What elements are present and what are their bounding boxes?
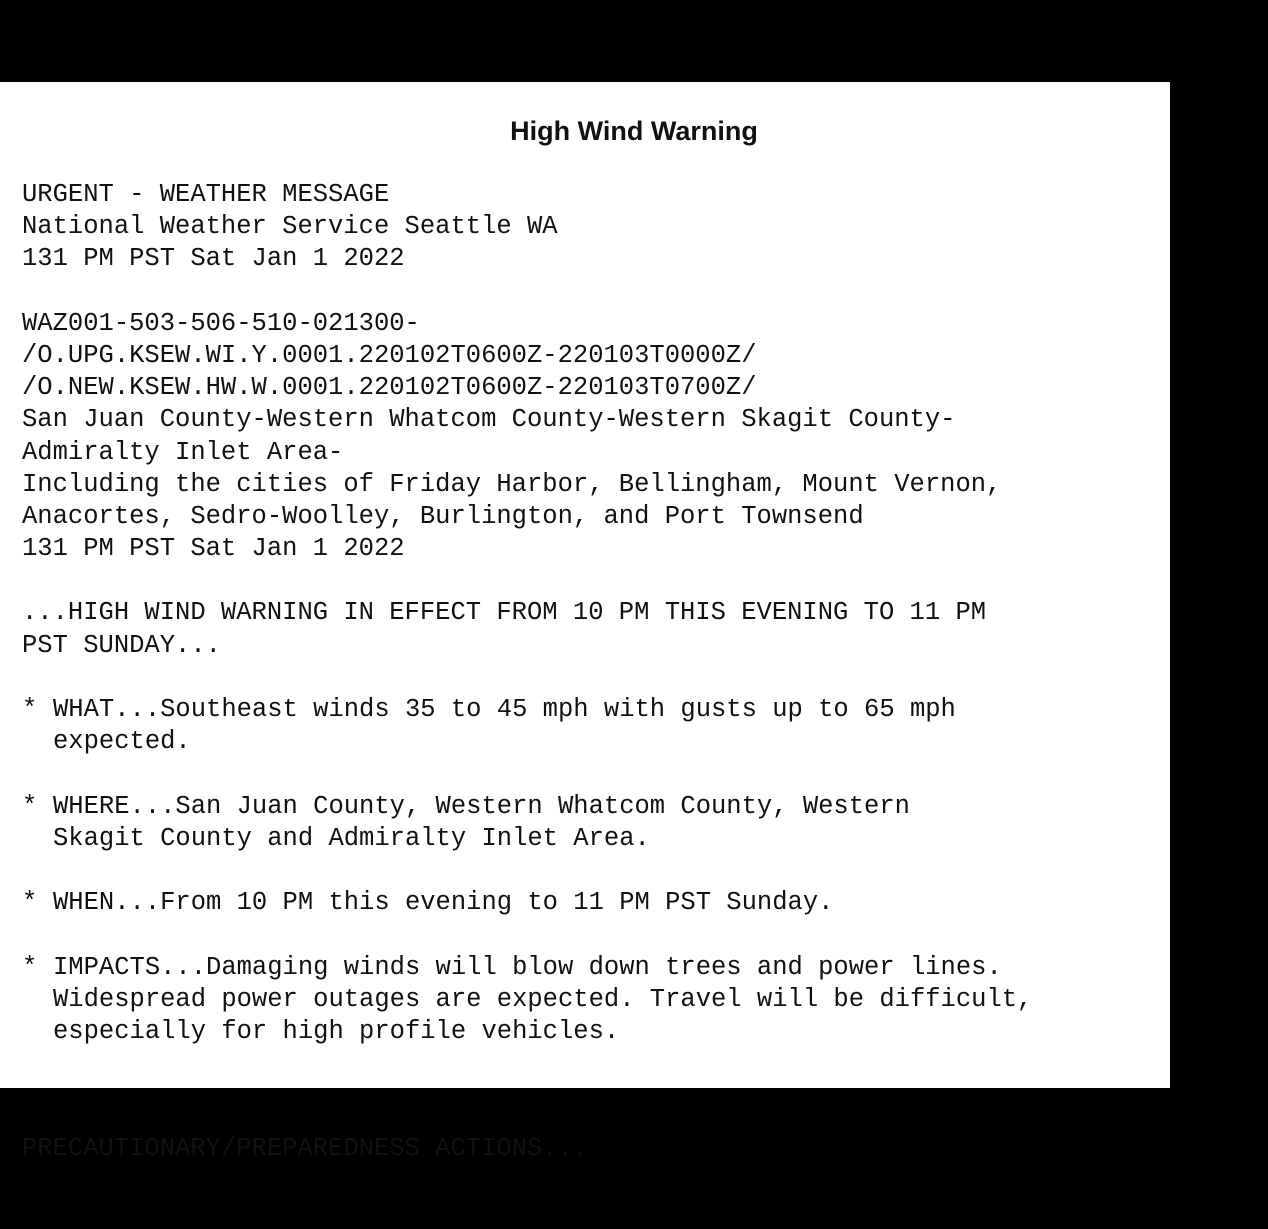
headline-line-2: PST SUNDAY... — [22, 630, 221, 660]
area-line-admiralty: Admiralty Inlet Area- — [22, 437, 344, 467]
bullet-when — [22, 887, 1162, 919]
header-line-issued: 131 PM PST Sat Jan 1 2022 — [22, 244, 405, 274]
bullet-what — [22, 694, 1162, 758]
blank-line — [22, 662, 1162, 694]
bullet-star: * — [22, 952, 38, 982]
blank-line — [22, 855, 1162, 887]
blank-line — [22, 919, 1162, 951]
what-line-1: WHAT...Southeast winds 35 to 45 mph with gusts up to 65 mph — [53, 695, 956, 724]
cutoff-line — [22, 1069, 589, 1163]
bullet-impacts — [22, 952, 1162, 1049]
vtec-code-upgrade: /O.UPG.KSEW.WI.Y.0001.220102T0600Z-220103T0000Z/ — [22, 340, 757, 370]
document-title: High Wind Warning — [510, 116, 758, 146]
when-line-1: WHEN...From 10 PM this evening to 11 PM PST Sunday. — [53, 888, 834, 918]
blank-line — [22, 276, 1162, 308]
impacts-line-2: Widespread power outages are expected. Travel will be difficult, — [53, 984, 1033, 1014]
area-line-cities: Including the cities of Friday Harbor, Bellingham, Mount Vernon, — [22, 469, 1002, 499]
impacts-line-1: IMPACTS...Damaging winds will blow down trees and power lines. — [53, 952, 1002, 982]
bullet-star: * — [22, 695, 38, 724]
header-line-urgent: URGENT - WEATHER MESSAGE — [22, 180, 390, 209]
headline-line-1: ...HIGH WIND WARNING IN EFFECT FROM 10 PM THIS EVENING TO 11 PM — [22, 598, 987, 628]
warning-text — [22, 179, 1162, 1048]
document-page — [0, 82, 1170, 1163]
vtec-code-new: /O.NEW.KSEW.HW.W.0001.220102T0600Z-220103T0700Z/ — [22, 373, 757, 403]
impacts-line-3: especially for high profile vehicles. — [53, 1016, 620, 1046]
where-line-2: Skagit County and Admiralty Inlet Area. — [53, 823, 650, 853]
area-line-issued: 131 PM PST Sat Jan 1 2022 — [22, 534, 405, 564]
cutoff-text: PRECAUTIONARY/PREPAREDNESS ACTIONS... — [22, 1134, 589, 1163]
bullet-star: * — [22, 888, 38, 918]
zone-code: WAZ001-503-506-510-021300- — [22, 308, 420, 338]
what-line-2: expected. — [53, 727, 191, 757]
where-line-1: WHERE...San Juan County, Western Whatcom County, Western — [53, 791, 910, 821]
blank-line — [22, 565, 1162, 597]
area-line-counties: San Juan County-Western Whatcom County-Western Skagit County- — [22, 405, 956, 435]
blank-line — [22, 758, 1162, 790]
bullet-star: * — [22, 791, 38, 821]
header-line-office: National Weather Service Seattle WA — [22, 212, 558, 242]
bullet-where — [22, 791, 1162, 855]
area-line-cities-cont: Anacortes, Sedro-Woolley, Burlington, and Port Townsend — [22, 501, 864, 531]
